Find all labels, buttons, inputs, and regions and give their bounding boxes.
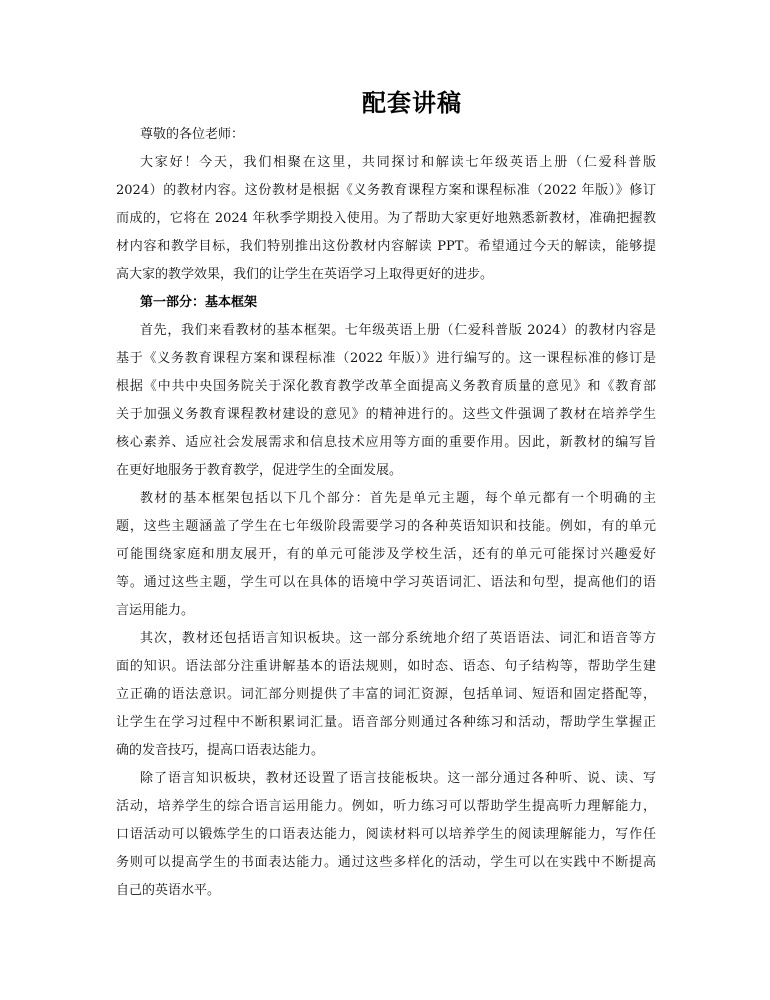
paragraph-line: 自己的英语水平。 (116, 883, 221, 898)
paragraph-line: 根据《中共中央国务院关于深化教育教学改革全面提高义务教育质量的意见》和《教育部 (116, 379, 656, 394)
paragraph-line: 而成的，它将在 2024 年秋季学期投入使用。为了帮助大家更好地熟悉新教材，准确把握教 (116, 211, 656, 226)
paragraph-line: 务则可以提高学生的书面表达能力。通过这些多样化的活动，学生可以在实践中不断提高 (116, 855, 656, 870)
page-title: 配套讲稿 (362, 88, 462, 117)
paragraph-line: 立正确的语法意识。词汇部分则提供了丰富的词汇资源，包括单词、短语和固定搭配等， (116, 687, 656, 702)
paragraph-line: 可能围绕家庭和朋友展开，有的单元可能涉及学校生活，还有的单元可能探讨兴趣爱好 (116, 547, 656, 562)
paragraph-line: 口语活动可以锻炼学生的口语表达能力，阅读材料可以培养学生的阅读理解能力，写作任 (116, 827, 656, 842)
paragraph-line: 活动，培养学生的综合语言运用能力。例如，听力练习可以帮助学生提高听力理解能力， (116, 799, 656, 814)
paragraph-line: 高大家的教学效果，我们的让学生在英语学习上取得更好的进步。 (116, 267, 494, 282)
paragraph-line: 除了语言知识板块，教材还设置了语言技能板块。这一部分通过各种听、说、读、写 (140, 771, 656, 786)
paragraph-line: 让学生在学习过程中不断积累词汇量。语音部分则通过各种练习和活动，帮助学生掌握正 (116, 715, 656, 730)
paragraph-line: 核心素养、适应社会发展需求和信息技术应用等方面的重要作用。因此，新教材的编写旨 (116, 435, 656, 450)
paragraph-line: 大家好！今天，我们相聚在这里，共同探讨和解读七年级英语上册（仁爱科普版 (140, 155, 656, 170)
paragraph-line: 面的知识。语法部分注重讲解基本的语法规则，如时态、语态、句子结构等，帮助学生建 (116, 659, 656, 674)
paragraph-line: 基于《义务教育课程方案和课程标准（2022 年版）》进行编写的。这一课程标准的修订是 (116, 351, 656, 366)
salutation: 尊敬的各位老师： (140, 127, 245, 142)
paragraph-line: 题，这些主题涵盖了学生在七年级阶段需要学习的各种英语知识和技能。例如，有的单元 (116, 519, 656, 534)
section-paragraph (116, 317, 656, 485)
section-paragraph (116, 485, 656, 625)
paragraph-line: 言运用能力。 (116, 603, 195, 618)
paragraph-line: 在更好地服务于教育教学，促进学生的全面发展。 (116, 463, 403, 478)
paragraph-line: 首先，我们来看教材的基本框架。七年级英语上册（仁爱科普版 2024）的教材内容是 (140, 323, 656, 338)
paragraph-line: 教材的基本框架包括以下几个部分：首先是单元主题，每个单元都有一个明确的主 (140, 491, 656, 506)
document-body (116, 121, 656, 905)
section-paragraph (116, 625, 656, 765)
paragraph-line: 2024）的教材内容。这份教材是根据《义务教育课程方案和课程标准（2022 年版）》修订 (116, 183, 656, 198)
paragraph-line: 等。通过这些主题，学生可以在具体的语境中学习英语词汇、语法和句型，提高他们的语 (116, 575, 656, 590)
intro-paragraph (116, 149, 656, 289)
section-heading: 第一部分：基本框架 (140, 295, 258, 310)
paragraph-line: 关于加强义务教育课程教材建设的意见》的精神进行的。这些文件强调了教材在培养学生 (116, 407, 656, 422)
section-paragraph (116, 765, 656, 905)
paragraph-line: 其次，教材还包括语言知识板块。这一部分系统地介绍了英语语法、词汇和语音等方 (140, 631, 656, 646)
paragraph-line: 材内容和教学目标，我们特别推出这份教材内容解读 PPT。希望通过今天的解读，能够提 (116, 239, 656, 254)
paragraph-line: 确的发音技巧，提高口语表达能力。 (116, 743, 325, 758)
